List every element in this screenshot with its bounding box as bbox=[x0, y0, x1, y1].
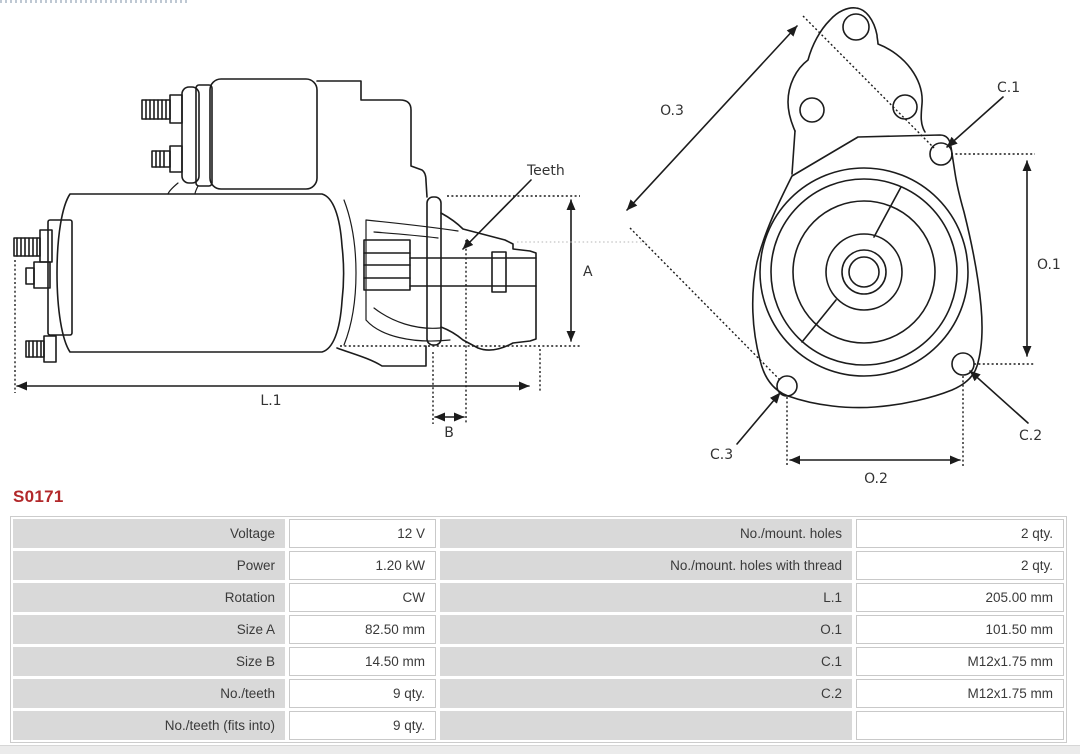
spec-value: 14.50 mm bbox=[289, 647, 436, 676]
spec-value: 101.50 mm bbox=[856, 615, 1064, 644]
o3-ext-upper bbox=[803, 16, 934, 148]
l1-label: L.1 bbox=[260, 393, 282, 409]
b-label: B bbox=[444, 425, 454, 441]
spec-label: No./teeth bbox=[13, 679, 285, 708]
spec-value: 12 V bbox=[289, 519, 436, 548]
spec-value bbox=[856, 711, 1064, 740]
solenoid-stud-1-hatch bbox=[146, 100, 166, 119]
spec-label: Size A bbox=[13, 615, 285, 644]
terminal-stud-thread bbox=[14, 238, 40, 256]
spec-value: M12x1.75 mm bbox=[856, 679, 1064, 708]
o2-label: O.2 bbox=[864, 471, 888, 487]
terminal-stud-hatch bbox=[17, 238, 37, 256]
spec-label: C.1 bbox=[440, 647, 852, 676]
solenoid-stud-2 bbox=[152, 151, 170, 167]
spec-label: Size B bbox=[13, 647, 285, 676]
drive-housing-foot bbox=[337, 346, 426, 366]
hub-circle bbox=[826, 234, 902, 310]
spec-value: M12x1.75 mm bbox=[856, 647, 1064, 676]
flange-outline bbox=[753, 135, 982, 408]
spec-label bbox=[440, 711, 852, 740]
a-label: A bbox=[583, 264, 593, 280]
side-view-drawing bbox=[14, 79, 648, 441]
spec-value: 9 qty. bbox=[289, 679, 436, 708]
spec-label: No./mount. holes with thread bbox=[440, 551, 852, 580]
section-line-upper bbox=[874, 187, 901, 237]
part-number: S0171 bbox=[13, 487, 64, 506]
spec-value: 82.50 mm bbox=[289, 615, 436, 644]
o3-label: O.3 bbox=[660, 103, 684, 119]
spec-value: 9 qty. bbox=[289, 711, 436, 740]
spec-table bbox=[10, 516, 1067, 743]
solenoid-stud-2-hatch bbox=[156, 151, 164, 167]
drive-shaft bbox=[410, 258, 536, 286]
c3-leader bbox=[737, 393, 780, 444]
spec-label: No./teeth (fits into) bbox=[13, 711, 285, 740]
solenoid-nut-2 bbox=[170, 146, 182, 172]
spec-label: Power bbox=[13, 551, 285, 580]
head-top-hole bbox=[843, 14, 869, 40]
terminal-connector-small bbox=[26, 268, 34, 284]
spec-label: Voltage bbox=[13, 519, 285, 548]
lower-stud-nut bbox=[44, 336, 56, 362]
o3-ext-lower bbox=[630, 228, 780, 380]
spec-label: L.1 bbox=[440, 583, 852, 612]
c1-label: C.1 bbox=[997, 80, 1021, 96]
motor-body-outline bbox=[57, 194, 344, 352]
spec-value: 1.20 kW bbox=[289, 551, 436, 580]
head-right-hole bbox=[893, 95, 917, 119]
solenoid-bracket bbox=[168, 183, 198, 194]
bell-window bbox=[366, 220, 458, 341]
c2-leader bbox=[970, 371, 1028, 423]
spec-label: C.2 bbox=[440, 679, 852, 708]
c1-leader bbox=[947, 97, 1003, 147]
front-view-drawing bbox=[627, 8, 1061, 487]
head-side-left bbox=[792, 131, 795, 174]
body-circle-3 bbox=[793, 201, 935, 343]
solenoid-nut-1 bbox=[170, 95, 182, 123]
spec-label: No./mount. holes bbox=[440, 519, 852, 548]
nose-cone bbox=[441, 213, 536, 350]
body-circle-2 bbox=[771, 179, 957, 365]
spec-label: Rotation bbox=[13, 583, 285, 612]
lower-stud-hatch bbox=[29, 341, 41, 357]
head-left-hole bbox=[800, 98, 824, 122]
drive-housing-outline bbox=[317, 81, 427, 197]
spec-value: 2 qty. bbox=[856, 551, 1064, 580]
pinion-gear-teeth bbox=[364, 253, 410, 278]
o1-label: O.1 bbox=[1037, 257, 1061, 273]
spec-label: O.1 bbox=[440, 615, 852, 644]
c2-label: C.2 bbox=[1019, 428, 1043, 444]
terminal-nut bbox=[40, 230, 52, 262]
spec-value: 205.00 mm bbox=[856, 583, 1064, 612]
motor-body-endcap bbox=[344, 200, 356, 345]
shaft-circle-inner bbox=[849, 257, 879, 287]
o3-dim-line bbox=[627, 26, 797, 210]
solenoid-body bbox=[210, 79, 317, 189]
c3-label: C.3 bbox=[710, 447, 734, 463]
teeth-label: Teeth bbox=[527, 163, 565, 179]
body-circle-outer bbox=[760, 168, 968, 376]
spec-value: CW bbox=[289, 583, 436, 612]
mounting-face-plate bbox=[427, 197, 441, 345]
spec-value: 2 qty. bbox=[856, 519, 1064, 548]
